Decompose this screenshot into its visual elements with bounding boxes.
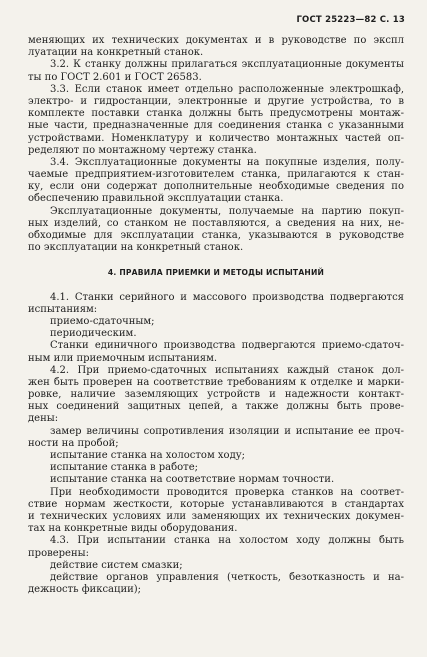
text-line: периодическим.	[50, 328, 137, 340]
text-line: жен быть проверен на соответствие требованиям к отделке и марки-	[28, 376, 404, 388]
text-line: испытание станка на холостом ходу;	[50, 450, 245, 462]
text-line: ных изделий, со станком не поставляются, а сведения на них, не-	[28, 217, 404, 229]
text-line: ствие нормам жесткости, которые устанавливаются в стандартах	[28, 498, 404, 510]
text-line: дежность фиксации);	[28, 584, 142, 596]
text-line: чаемые предприятием-изготовителем станка, прилагаются к стан-	[28, 169, 404, 181]
text-line: 3.3. Если станок имеет отдельно расположенные электрошкаф,	[50, 83, 404, 95]
document-body	[28, 35, 404, 596]
text-line: устройствами. Номенклатуру и количество монтажных частей оп-	[28, 132, 404, 144]
text-line: ные части, предназначенные для соединения станка с указанными	[28, 120, 404, 132]
text-line: 4.3. При испытании станка на холостом ходу должны быть	[50, 535, 404, 547]
text-line: испытание станка в работе;	[50, 462, 198, 474]
section-title: 4. ПРАВИЛА ПРИЕМКИ И МЕТОДЫ ИСПЫТАНИЙ	[107, 268, 325, 278]
text-line: 4.1. Станки серийного и массового производства подвергаются	[50, 291, 404, 303]
text-line: испытание станка на соответствие нормам точности.	[50, 474, 335, 486]
text-line: по эксплуатации на конкретный станок.	[28, 242, 244, 254]
text-line: обеспечению правильной эксплуатации станка.	[28, 193, 284, 205]
text-line: испытаниям:	[28, 303, 98, 315]
text-line: Станки единичного производства подвергаются приемо-сдаточ-	[50, 340, 404, 352]
text-line: меняющих их технических документах и в руководстве по экспл	[28, 35, 404, 46]
text-line: ты по ГОСТ 2.601 и ГОСТ 26583.	[28, 71, 202, 83]
text-line: тах на конкретные виды оборудования.	[28, 523, 238, 535]
text-line: ных соединений защитных цепей, а также должны быть прове-	[28, 401, 404, 413]
section-4-text	[28, 292, 404, 597]
text-line: электро- и гидростанции, электронные и другие устройства, то в	[28, 95, 404, 107]
text-line: ности на пробой;	[28, 437, 119, 449]
text-line: действие органов управления (четкость, безотказность и на-	[50, 571, 404, 583]
text-line: проверены:	[28, 547, 89, 559]
text-line: луатации на конкретный станок.	[28, 47, 204, 59]
page-header: ГОСТ 25223—82 С. 13	[296, 15, 405, 25]
text-line: ным или приемочным испытаниям.	[28, 352, 218, 364]
text-line: ределяют по монтажному чертежу станка.	[28, 144, 257, 156]
text-line: действие систем смазки;	[50, 559, 183, 571]
text-line: комплекте поставки станка должны быть предусмотрены монтаж-	[28, 108, 404, 120]
text-line: Эксплуатационные документы, получаемые на партию покуп-	[50, 205, 404, 217]
text-line: дены:	[28, 413, 59, 425]
text-line: обходимые для эксплуатации станка, указываются в руководстве	[28, 230, 404, 241]
section-3-text	[28, 35, 404, 254]
text-line: замер величины сопротивления изоляции и испытание ее проч-	[50, 425, 404, 437]
text-line: 3.4. Эксплуатационные документы на покупные изделия, полу-	[50, 156, 404, 168]
text-line: 3.2. К станку должны прилагаться эксплуатационные документы	[50, 59, 404, 71]
text-line: При необходимости проводится проверка станков на соответ-	[50, 486, 404, 498]
text-line: ку, если они содержат дополнительные необходимые сведения по	[28, 181, 404, 193]
text-line: 4.2. При приемо-сдаточных испытаниях каждый станок дол-	[50, 364, 404, 376]
text-line: ровке, наличие заземляющих устройств и надежности контакт-	[28, 389, 404, 401]
text-line: и технических условиях или заменяющих их технических докумен-	[28, 510, 404, 522]
text-line: приемо-сдаточным;	[50, 315, 155, 327]
